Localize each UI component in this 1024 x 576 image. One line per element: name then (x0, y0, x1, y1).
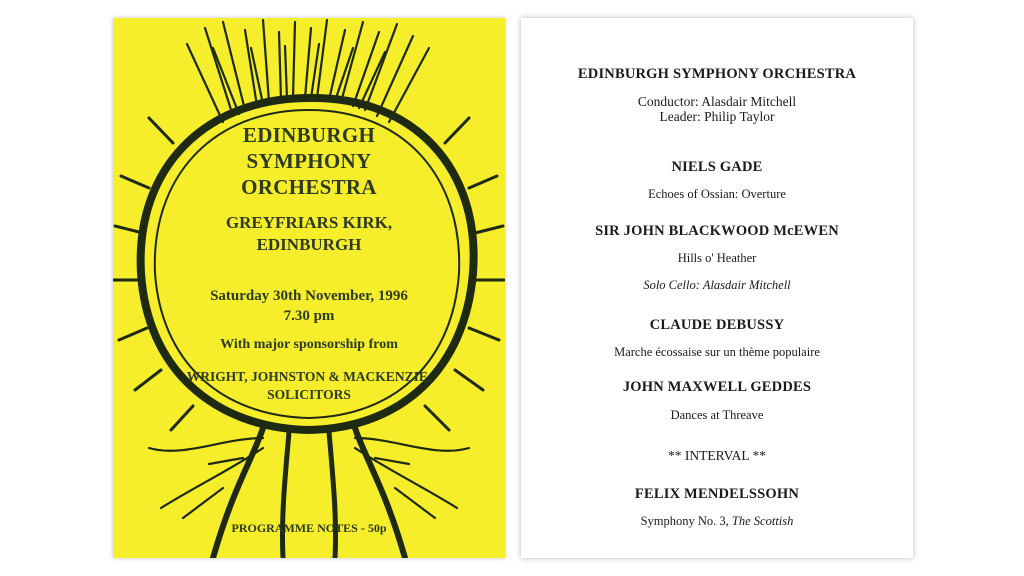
cover-date-time: Saturday 30th November, 1996 7.30 pm (210, 288, 408, 324)
cover-venue: GREYFRIARS KIRK, EDINBURGH (225, 213, 393, 254)
work-title-name: The Scottish (731, 514, 794, 528)
work-title: Hills o' Heather (677, 251, 757, 265)
work-title: Echoes of Ossian: Overture (648, 187, 786, 201)
composer-heading: SIR JOHN BLACKWOOD McEWEN (595, 223, 839, 239)
composer-heading: JOHN MAXWELL GEDDES (622, 379, 812, 395)
programme-cover (113, 18, 505, 558)
programme-leader: Leader: Philip Taylor (659, 109, 775, 124)
cover-programme-notes: PROGRAMME NOTES - 50p (231, 521, 387, 535)
programme-conductor: Conductor: Alasdair Mitchell (637, 94, 797, 109)
work-title: Dances at Threave (670, 408, 764, 422)
composer-heading: FELIX MENDELSSOHN (634, 486, 800, 502)
composer-heading: CLAUDE DEBUSSY (649, 317, 785, 333)
composer-heading: NIELS GADE (671, 159, 763, 175)
programme-page (521, 18, 913, 558)
work-title (521, 514, 913, 529)
soloist-credit: Solo Cello: Alasdair Mitchell (643, 278, 791, 292)
interval-marker: ** INTERVAL ** (668, 448, 766, 463)
work-title-prefix: Symphony No. 3, (640, 514, 732, 528)
programme-orchestra: EDINBURGH SYMPHONY ORCHESTRA (577, 66, 857, 82)
cover-sponsorship-text: With major sponsorship from (220, 337, 398, 352)
cover-sponsor: WRIGHT, JOHNSTON & MACKENZIE, SOLICITORS (186, 369, 432, 402)
cover-orchestra-title: EDINBURGH SYMPHONY ORCHESTRA (241, 123, 377, 199)
work-title: Marche écossaise sur un thème populaire (614, 345, 820, 359)
